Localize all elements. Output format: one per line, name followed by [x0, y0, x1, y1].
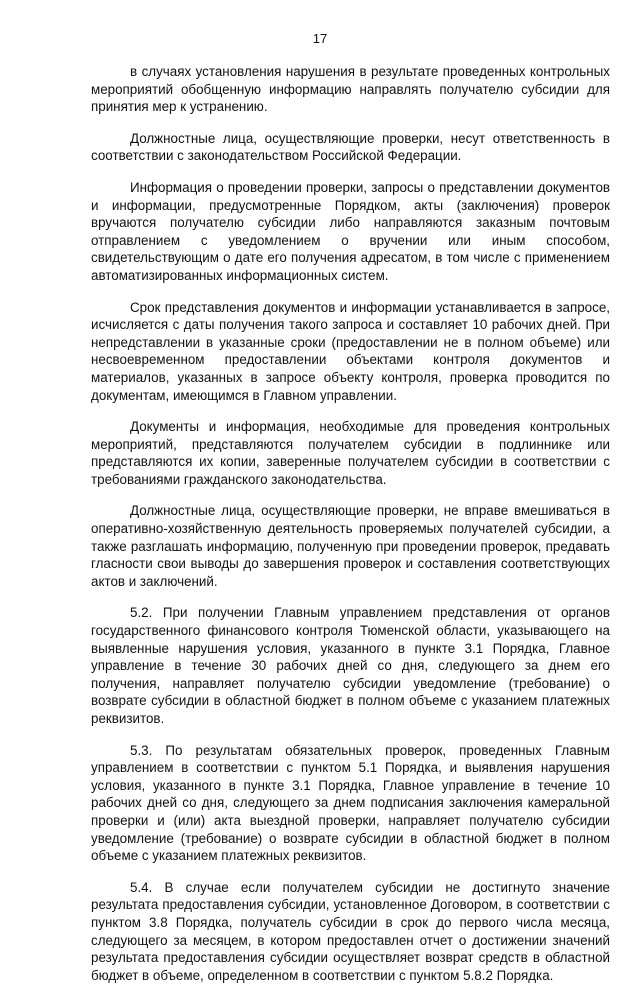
paragraph-violations-info: в случаях установления нарушения в результате проведенных контрольных мероприятий обобщенную информацию направлять получателю субсидии для принятия мер к устранению. [91, 64, 610, 115]
paragraph-5-2: 5.2. При получении Главным управлением представления от органов государственного финансового контроля Тюменской области, указывающего на выявленные нарушения условия, указанного в пункте 3.1 Порядка, Главное управление в течение 30 рабочих дней со дня, следующего за днем его получения, направляет получателю субсидии уведомление (требование) о возврате субсидии в областной бюджет в полном объеме с указанием платежных реквизитов. [91, 605, 610, 726]
paragraph-documents-provision: Документы и информация, необходимые для проведения контрольных мероприятий, представляются получателем субсидии в подлиннике или представляются их копии, заверенные получателем субсидии в соответствии с требованиями гражданского законодательства. [91, 419, 610, 487]
paragraph-submission-deadline: Срок представления документов и информации устанавливается в запросе, исчисляется с даты получения такого запроса и составляет 10 рабочих дней. При непредставлении в указанные сроки (предоставлении не в полном объеме) или несвоевременном предоставлении объектами контроля документов и материалов, указанных в запросе объекту контроля, проверка проводится по документам, имеющимся в Главном управлении. [91, 299, 610, 403]
paragraph-5-4: 5.4. В случае если получателем субсидии не достигнуто значение результата предоставления субсидии, установленное Договором, в соответствии с пунктом 3.8 Порядка, получатель субсидии в срок до первого числа месяца, следующего за месяцем, в котором предоставлен отчет о достижении значений результата предоставления субсидии осуществляет возврат средств в областной бюджет в объеме, определенном в соответствии с пунктом 5.8.2 Порядка. [91, 879, 610, 983]
paragraph-5-3: 5.3. По результатам обязательных проверок, проведенных Главным управлением в соответствии с пунктом 5.1 Порядка, и выявления нарушения условия, указанного в пункте 3.1 Порядка, Главное управление в течение 10 рабочих дней со дня, следующего за днем подписания заключения камеральной проверки и (или) акта выездной проверки, направляет получателю субсидии уведомление (требование) о возврате субсидии в областной бюджет в полном объеме с указанием платежных реквизитов. [91, 742, 610, 864]
paragraph-inspection-documents-delivery: Информация о проведении проверки, запросы о представлении документов и информации, предусмотренные Порядком, акты (заключения) проверок вручаются получателю субсидии либо направляются заказным почтовым отправлением с уведомлением о вручении или иным способом, свидетельствующим о дате его получения адресатом, в том числе с применением автоматизированных информационных систем. [91, 179, 610, 283]
paragraph-officials-responsibility: Должностные лица, осуществляющие проверки, несут ответственность в соответствии с законодательством Российской Федерации. [91, 130, 610, 164]
paragraph-officials-restrictions: Должностные лица, осуществляющие проверки, не вправе вмешиваться в оперативно-хозяйственную деятельность проверяемых получателей субсидии, а также разглашать информацию, полученную при проведении проверок, предавать гласности свои выводы до завершения проверок и составления соответствующих актов и заключений. [91, 503, 610, 589]
page-number: 17 [312, 31, 328, 46]
document-body [91, 63, 610, 998]
